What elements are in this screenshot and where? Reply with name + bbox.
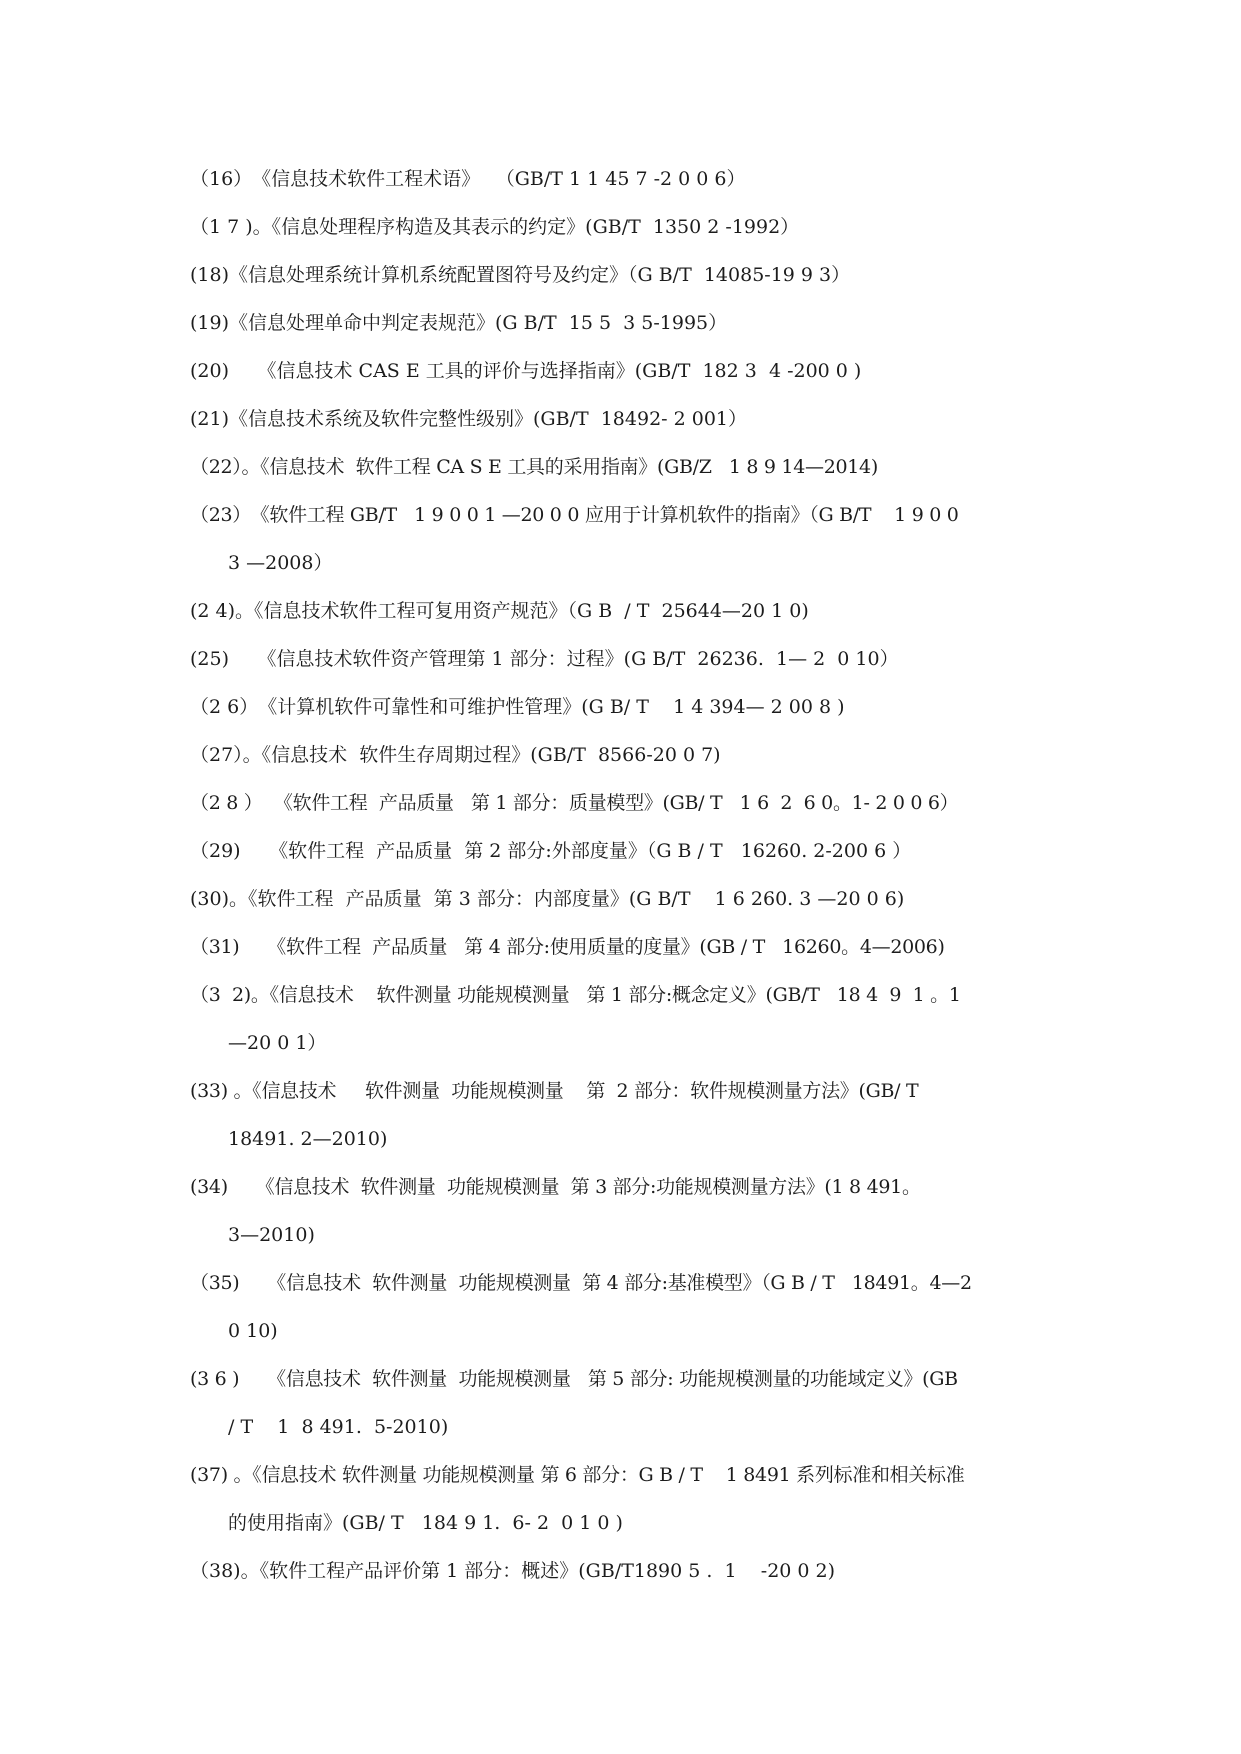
- reference-item-20: (20) 《信息技术 CAS E 工具的评价与选择指南》(GB/T 182 3 4 -200 0 ): [190, 360, 862, 382]
- reference-item-37-continued: 的使用指南》(GB/ T 184 9 1. 6- 2 0 1 0 ): [228, 1512, 623, 1534]
- reference-item-36: (3 6 ) 《信息技术 软件测量 功能规模测量 第 5 部分: 功能规模测量的功能域定义》(GB: [190, 1368, 958, 1390]
- reference-item-27: （27）。《信息技术 软件生存周期过程》(GB/T 8566-20 0 7): [190, 744, 721, 766]
- reference-item-33-continued: 18491. 2—2010): [228, 1128, 388, 1150]
- reference-item-17: （1 7 )。《信息处理程序构造及其表示的约定》(GB/T 1350 2 -1992）: [190, 216, 800, 238]
- reference-item-38: （38)。《软件工程产品评价第 1 部分：概述》(GB/T1890 5 . 1 -20 0 2): [190, 1560, 836, 1582]
- reference-item-30: (30)。《软件工程 产品质量 第 3 部分：内部度量》(G B/T 1 6 260. 3 —20 0 6): [190, 888, 905, 910]
- reference-item-18: (18)《信息处理系统计算机系统配置图符号及约定》（G B/T 14085-19 9 3）: [190, 264, 851, 286]
- reference-item-23-continued: 3 —2008）: [228, 552, 333, 574]
- reference-item-29: （29) 《软件工程 产品质量 第 2 部分:外部度量》（G B / T 16260. 2-200 6 ）: [190, 840, 912, 862]
- reference-item-31: （31) 《软件工程 产品质量 第 4 部分:使用质量的度量》(GB / T 16260。4—2006): [190, 936, 945, 958]
- reference-item-34: (34) 《信息技术 软件测量 功能规模测量 第 3 部分:功能规模测量方法》(1 8 491。: [190, 1176, 921, 1198]
- reference-item-32: （3 2)。《信息技术 软件测量 功能规模测量 第 1 部分:概念定义》(GB/T 18 4 9 1 。1: [190, 984, 961, 1006]
- reference-item-23: （23） 《软件工程 GB/T 1 9 0 0 1 —20 0 0 应用于计算机软件的指南》（G B/T 1 9 0 0: [190, 504, 959, 526]
- reference-item-28: （2 8 ） 《软件工程 产品质量 第 1 部分：质量模型》(GB/ T 1 6 2 6 0。1- 2 0 0 6）: [190, 792, 959, 814]
- reference-item-32-continued: —20 0 1）: [228, 1032, 327, 1054]
- reference-item-35: （35) 《信息技术 软件测量 功能规模测量 第 4 部分:基准模型》（G B / T 18491。4—2: [190, 1272, 972, 1294]
- reference-item-26: （2 6） 《计算机软件可靠性和可维护性管理》(G B/ T 1 4 394— 2 00 8 ): [190, 696, 845, 718]
- reference-item-33: (33) 。《信息技术 软件测量 功能规模测量 第 2 部分：软件规模测量方法》(GB/ T: [190, 1080, 919, 1102]
- reference-item-24: (2 4)。《信息技术软件工程可复用资产规范》（G B / T 25644—20 1 0): [190, 600, 809, 622]
- reference-item-21: (21)《信息技术系统及软件完整性级别》(GB/T 18492- 2 001）: [190, 408, 748, 430]
- reference-item-34-continued: 3—2010): [228, 1224, 315, 1246]
- reference-list: [190, 155, 1070, 1595]
- reference-item-37: (37) 。《信息技术 软件测量 功能规模测量 第 6 部分：G B / T 1 8491 系列标准和相关标准: [190, 1464, 965, 1486]
- reference-item-35-continued: 0 10): [228, 1320, 278, 1342]
- reference-item-22: （22）。《信息技术 软件工程 CA S E 工具的采用指南》(GB/Z 1 8 9 14—2014): [190, 456, 878, 478]
- reference-item-19: (19)《信息处理单命中判定表规范》(G B/T 15 5 3 5-1995）: [190, 312, 728, 334]
- reference-item-16: （16） 《信息技术软件工程术语》 （GB/T 1 1 45 7 -2 0 0 6）: [190, 168, 746, 190]
- reference-item-36-continued: / T 1 8 491. 5-2010): [228, 1416, 449, 1438]
- reference-item-25: (25) 《信息技术软件资产管理第 1 部分：过程》(G B/T 26236. 1— 2 0 10）: [190, 648, 899, 670]
